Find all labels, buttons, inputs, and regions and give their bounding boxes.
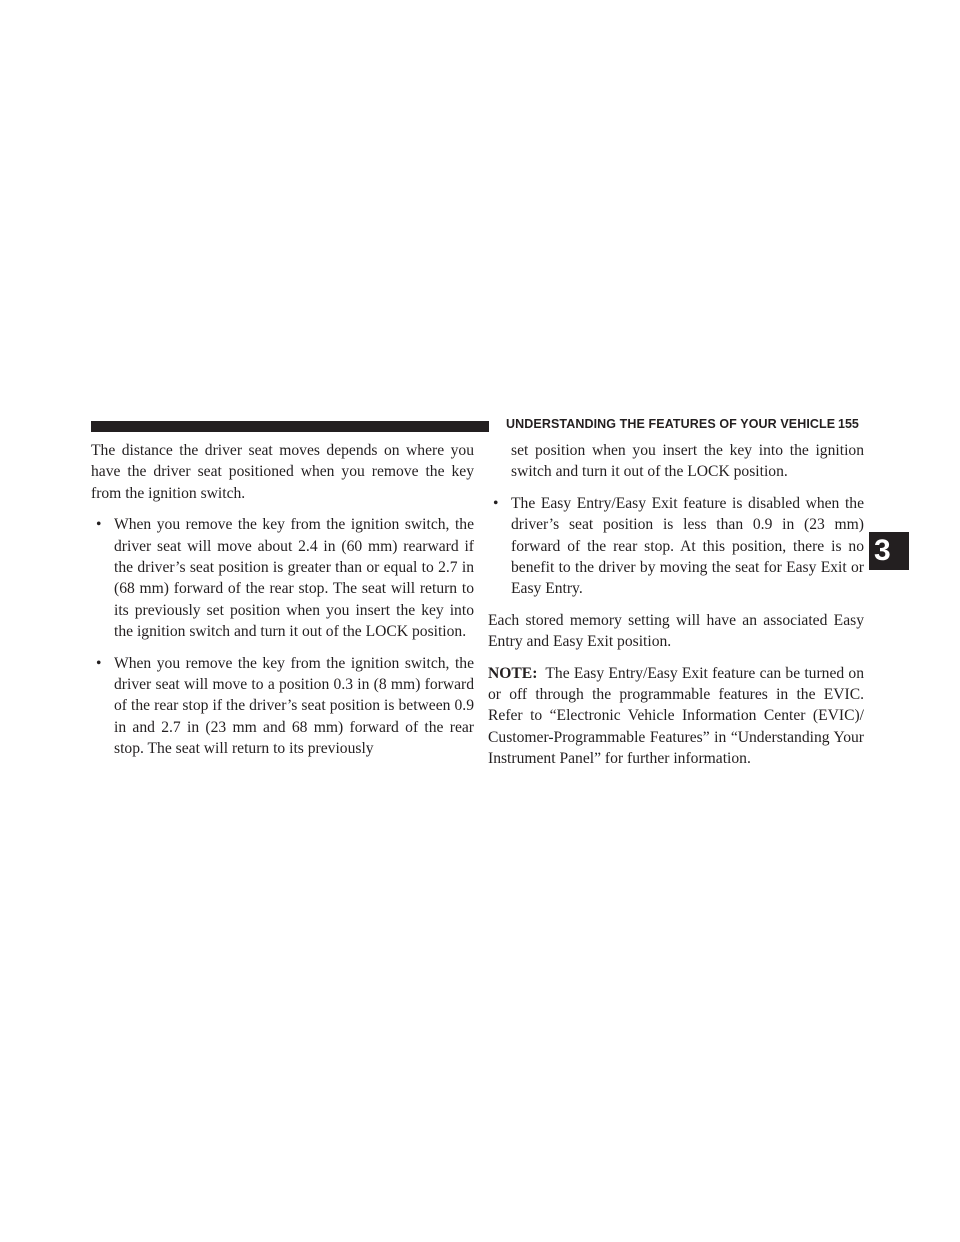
bullet-text: When you remove the key from the ignition switch, the driver seat will move about 2.4 in (60 mm) rearward if the driver’s seat position is greater than or equal to 2.7 in (68 mm) forward of the rear stop. The seat will return to its previously set position when you insert the key into the ignition switch and turn it out of the LOCK position. <box>114 516 474 641</box>
bullet-text: When you remove the key from the ignition switch, the driver seat will move to a position 0.3 in (8 mm) forward of the rear stop if the driver’s seat position is between 0.9 in and 2.7 in (23 mm and 68 mm) forward of the rear stop. The seat will return to its previously <box>114 654 474 758</box>
note-text: The Easy Entry/Easy Exit feature can be turned on or off through the programmable features in the EVIC. Refer to “Electronic Vehicle Information Center (EVIC)/ Customer-Programmable Features” in “Understanding Your Instrument Panel” for further information. <box>488 664 864 768</box>
header-rule <box>91 421 489 432</box>
right-column <box>488 440 864 780</box>
list-item <box>91 653 474 760</box>
list-item <box>91 514 474 642</box>
bullet-text: The Easy Entry/Easy Exit feature is disabled when the driver’s seat position is less than 0.9 in (23 mm) forward of the rear stop. At this position, there is no benefit to the driver by moving the seat for Easy Exit or Easy Entry. <box>511 494 864 598</box>
memory-paragraph: Each stored memory setting will have an associated Easy Entry and Easy Exit position. <box>488 611 864 651</box>
bullet-continuation: set position when you insert the key into the ignition switch and turn it out of the LOCK position. <box>511 442 864 481</box>
intro-paragraph: The distance the driver seat moves depends on where you have the driver seat positioned when you remove the key from the ignition switch. <box>91 442 474 502</box>
left-column <box>91 440 474 770</box>
section-title: UNDERSTANDING THE FEATURES OF YOUR VEHICLE <box>506 417 836 431</box>
note-paragraph <box>488 663 864 770</box>
bullet-icon: • <box>96 654 102 672</box>
list-item <box>488 493 864 600</box>
chapter-tab: 3 <box>869 532 909 570</box>
bullet-icon: • <box>493 494 499 512</box>
note-label: NOTE: <box>488 664 538 682</box>
bullet-icon: • <box>96 516 102 534</box>
page-number: 155 <box>838 417 859 431</box>
